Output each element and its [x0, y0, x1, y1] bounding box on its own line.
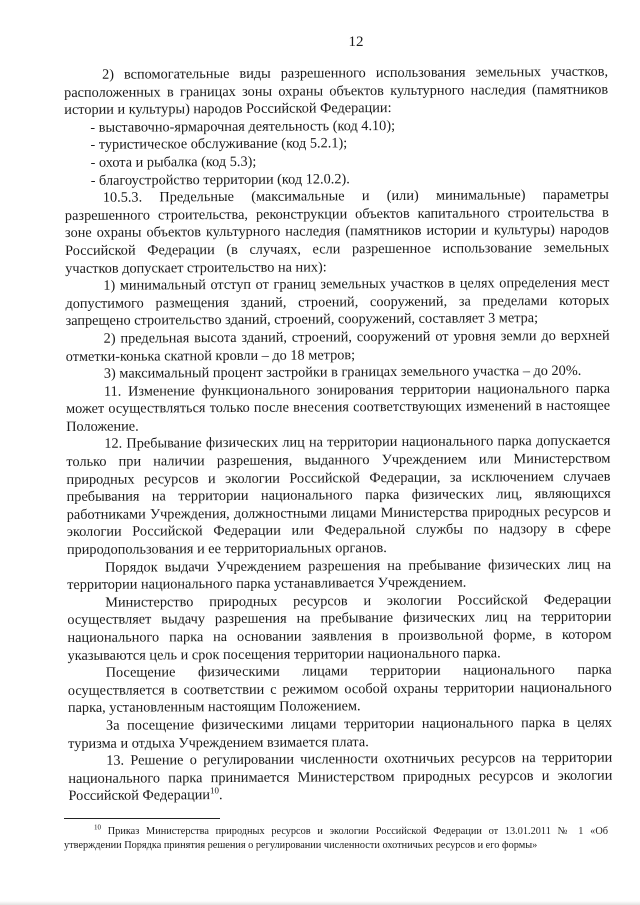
- page-bottom-edge: [0, 901, 640, 905]
- paragraph-visit-fee: За посещение физическими лицами территории национального парка в целях туризма и отдыха Учреждением взимается плата.: [68, 714, 613, 752]
- paragraph-12: 12. Пребывание физических лиц на территории национального парка допускается только при наличии разрешения, выданного Учреждением или Министерством природных ресурсов и экологии Российской Федерации, за исключением случаев пребывания на территории национального парка физических лиц, являющихся работниками Учреждения, должностными лицами Министерства природных ресурсов и экологии Российской Федерации или Федеральной службы по надзору в сфере природопользования и ее территориальных органов.: [66, 433, 611, 559]
- paragraph-max-height: 2) предельная высота зданий, строений, сооружений от уровня земли до верхней отметки-конька скатной кровли – до 18 метров;: [65, 327, 610, 365]
- paragraph-permit-procedure: Порядок выдачи Учреждением разрешения на пребывание физических лиц на территории национального парка устанавливается Учреждением.: [67, 556, 612, 594]
- paragraph-13: [68, 750, 612, 806]
- footnote-reference[interactable]: 10: [209, 785, 220, 796]
- paragraph-visit-regime: Посещение физическими лицами территории национального парка осуществляется в соответствии с режимом особой охраны территории национального парка, установленным настоящим Положением.: [67, 661, 612, 717]
- list-item: - благоустройство территории (код 12.0.2).: [90, 170, 350, 189]
- paragraph-ministry-permit: Министерство природных ресурсов и экологии Российской Федерации осуществляет выдачу разрешения на пребывание физических лиц на территории национального парка на основании заявления в произвольной форме, в котором указываются цель и срок посещения территории национального парка.: [67, 591, 612, 664]
- footnote-text: Приказ Министерства природных ресурсов и экологии Российской Федерации от 13.01.2011 № 1 «Об утверждении Порядка принятия решения о регулировании численности охотничьих ресурсов и его формы»: [64, 825, 608, 851]
- footnote: [64, 825, 608, 853]
- paragraph-10-5-3: 10.5.3. Предельные (максимальные и (или) минимальные) параметры разрешенного строительства, реконструкции объектов капитального строительства в зоне охраны объектов культурного наследия (памятников истории и культуры) народов Российской Федерации (в случаях, если разрешенное использование земельных участков допускает строительство на них):: [64, 186, 610, 277]
- list-item: - туристическое обслуживание (код 5.2.1);: [90, 135, 348, 154]
- footnote-marker: 10: [94, 823, 101, 832]
- paragraph-auxiliary-uses: 2) вспомогательные виды разрешенного использования земельных участков, расположенных в границах зоны охраны объектов культурного наследия (памятников истории и культуры) народов Российской Федерации:: [64, 63, 609, 119]
- footnote-divider: [64, 818, 220, 819]
- paragraph-13-end: .: [218, 787, 223, 804]
- page-number: 12: [348, 34, 364, 50]
- list-item: - охота и рыбалка (код 5.3);: [90, 153, 257, 171]
- list-item: - выставочно-ярмарочная деятельность (код 4.10);: [90, 117, 396, 136]
- paragraph-min-setback: 1) минимальный отступ от границ земельных участков в целях определения мест допустимого размещения зданий, строений, сооружений, за пределами которых запрещено строительство зданий, строений, сооружений, составляет 3 метра;: [65, 274, 610, 330]
- paragraph-11: 11. Изменение функционального зонирования территории национального парка может осуществляться только после внесения соответствующих изменений в настоящее Положение.: [66, 380, 611, 435]
- paragraph-13-text: 13. Решение о регулировании численности охотничьих ресурсов на территории национального парка принимается Министерством природных ресурсов и экологии Российской Федерации: [68, 749, 613, 805]
- document-body: [64, 64, 613, 806]
- paragraph-max-coverage: 3) максимальный процент застройки в границах земельного участка – до 20%.: [103, 362, 582, 382]
